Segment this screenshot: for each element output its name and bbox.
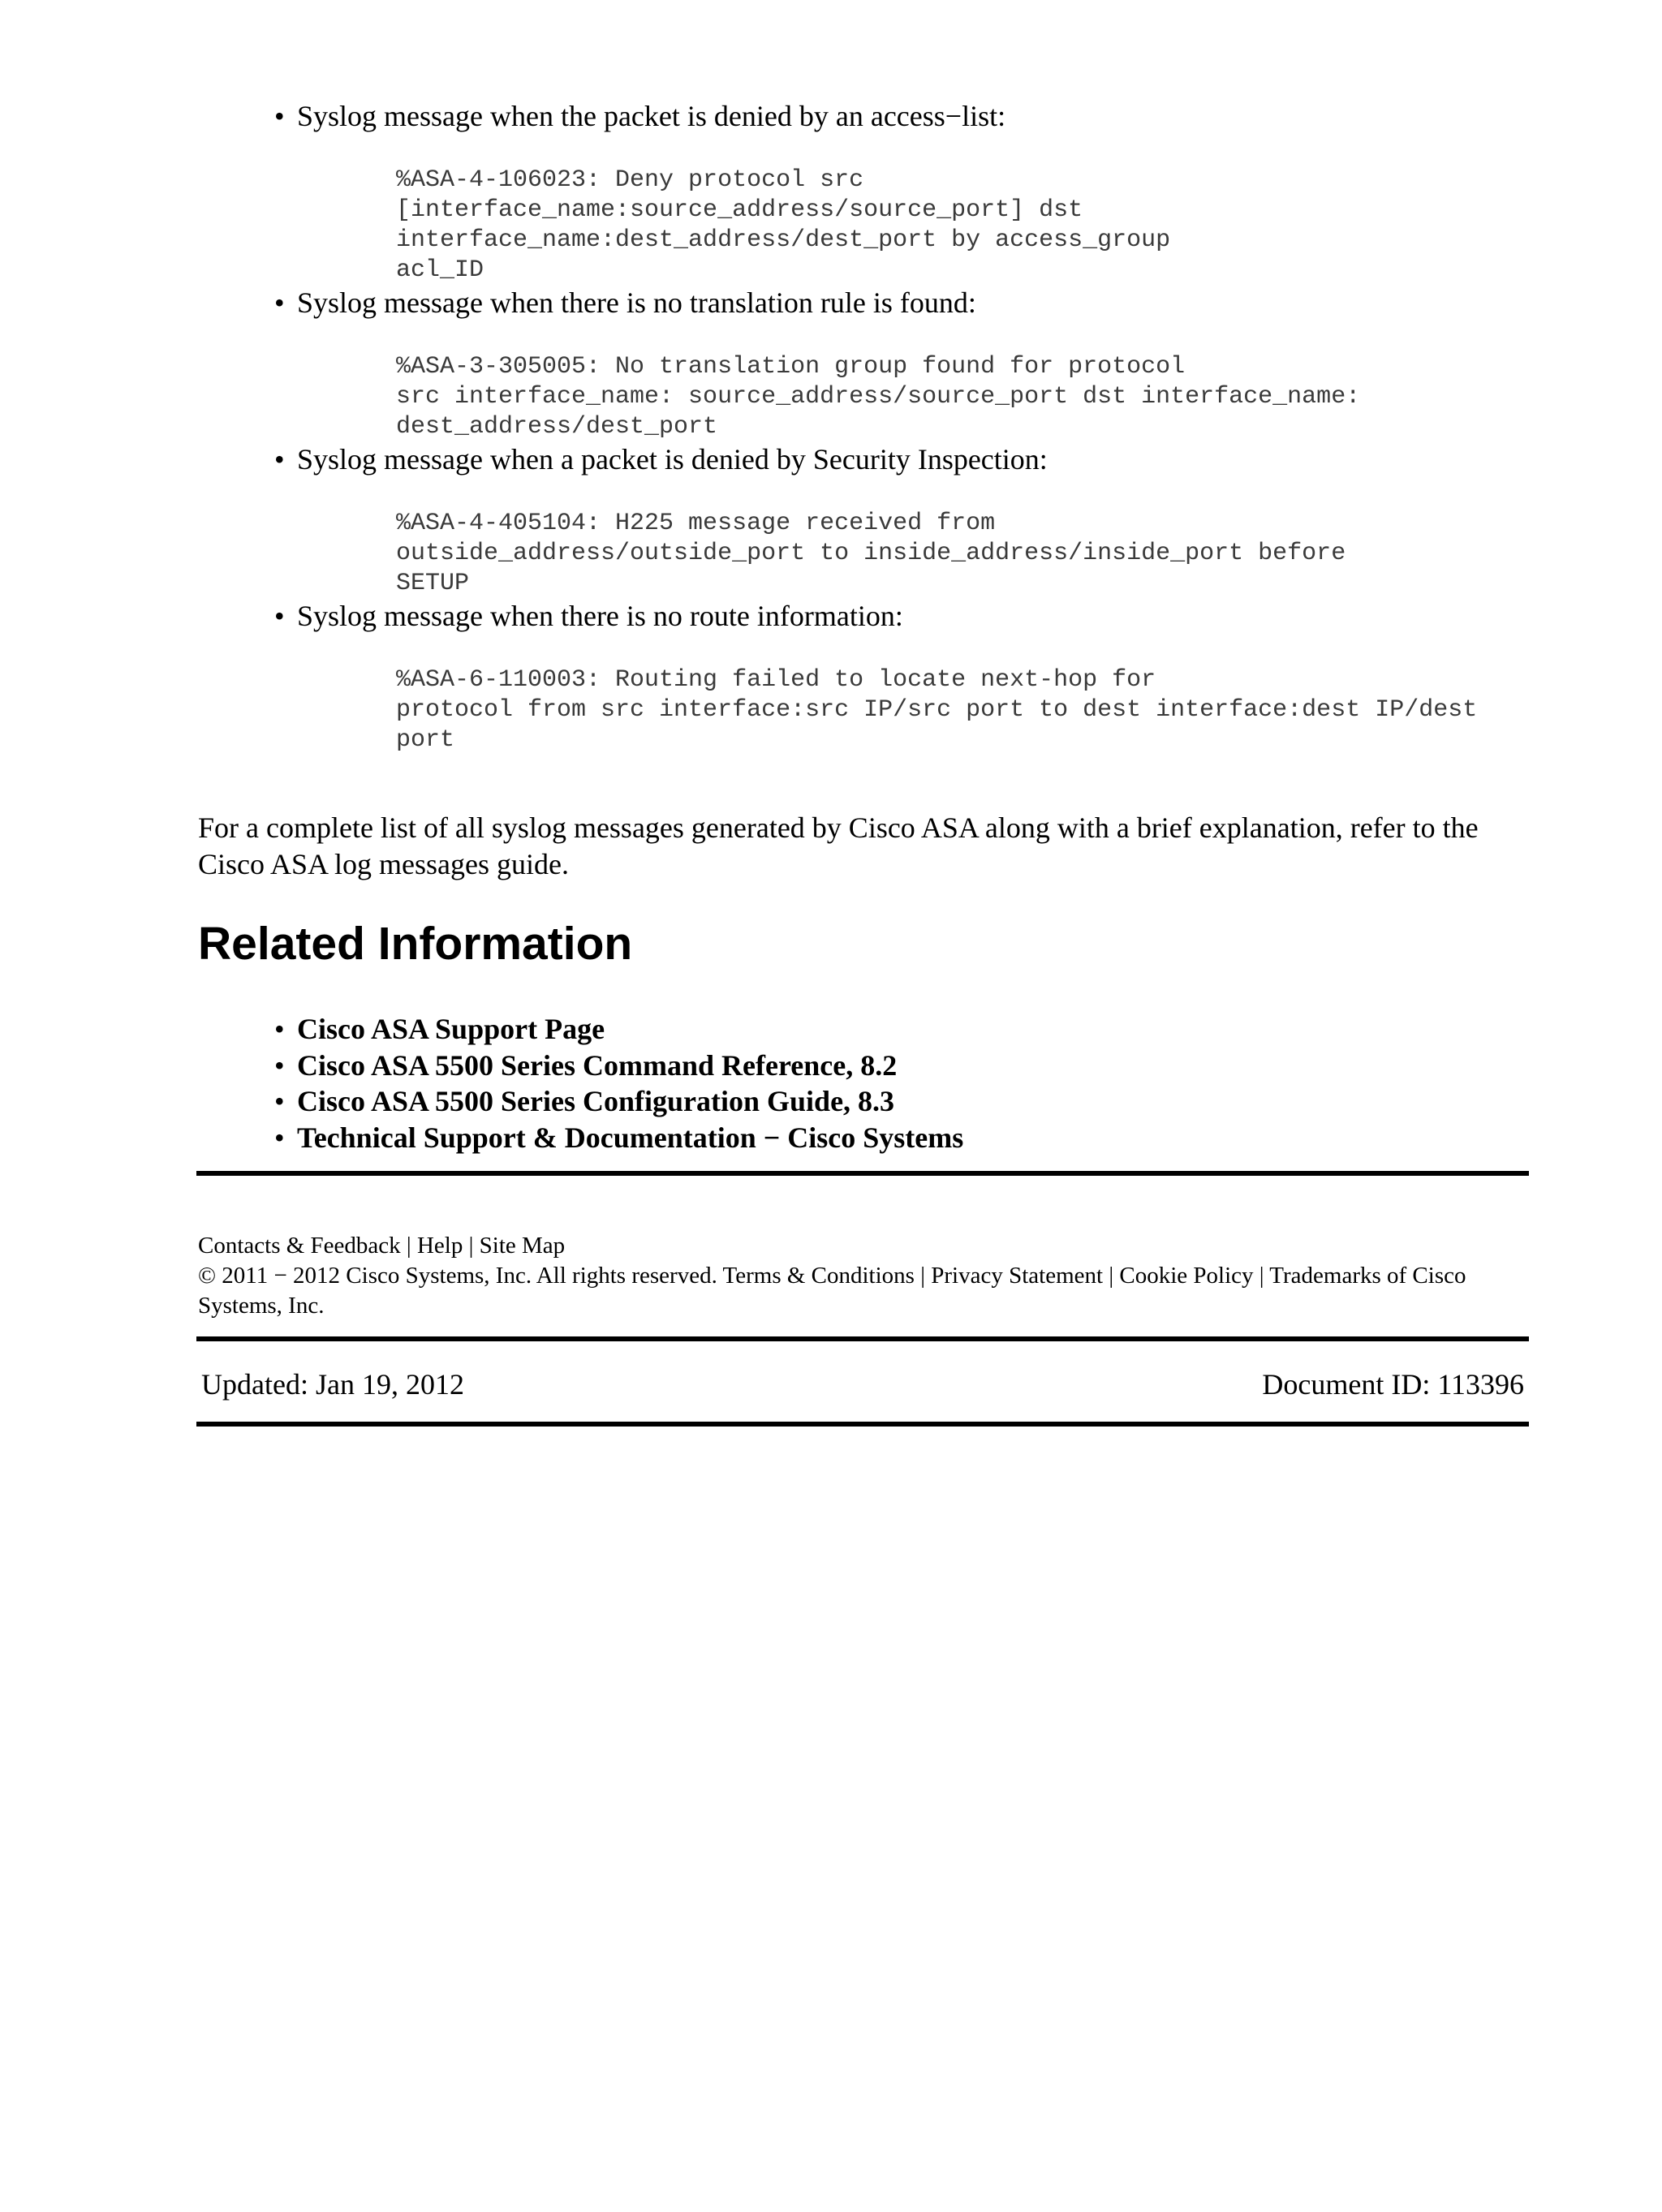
related-link-asa-support[interactable]: • Cisco ASA Support Page — [274, 1011, 963, 1048]
syslog-message-list — [274, 99, 1589, 755]
related-link-configuration-guide[interactable]: • Cisco ASA 5500 Series Configuration Guide, 8.3 — [274, 1083, 963, 1120]
syslog-item-label: • Syslog message when a packet is denied by Security Inspection: — [274, 442, 1589, 476]
related-link-command-reference[interactable]: • Cisco ASA 5500 Series Command Reference, 8.2 — [274, 1048, 963, 1084]
related-information-heading: Related Information — [198, 918, 633, 970]
syslog-item — [274, 99, 1589, 286]
syslog-item — [274, 442, 1589, 599]
syslog-code-block: %ASA-4-405104: H225 message received from outside_address/outside_port to inside_address/inside_port before SETUP — [396, 510, 1346, 597]
divider-rule — [196, 1422, 1529, 1427]
updated-date: Updated: Jan 19, 2012 — [201, 1368, 464, 1401]
related-links-list — [274, 1011, 963, 1156]
syslog-item-label: • Syslog message when there is no route information: — [274, 599, 1589, 633]
footer-nav-links[interactable]: Contacts & Feedback | Help | Site Map — [198, 1233, 566, 1259]
syslog-code-block: %ASA-3-305005: No translation group found for protocol src interface_name: source_address/source_port dst interface_name: dest_address/dest_port — [396, 353, 1361, 441]
syslog-item — [274, 599, 1589, 755]
syslog-code-block: %ASA-4-106023: Deny protocol src [interface_name:source_address/source_port] dst interface_name:dest_address/dest_port by access_group acl_ID — [396, 166, 1171, 284]
document-id: Document ID: 113396 — [1262, 1368, 1524, 1401]
syslog-code-block: %ASA-6-110003: Routing failed to locate next-hop for protocol from src interface:src IP/src port to dest interface:dest IP/dest port — [396, 666, 1478, 754]
footer-copyright: © 2011 − 2012 Cisco Systems, Inc. All rights reserved. Terms & Conditions | Privacy Statement | Cookie Policy | Trademarks of Cisco Systems, Inc. — [198, 1263, 1466, 1319]
divider-rule — [196, 1336, 1529, 1341]
related-link-technical-support[interactable]: • Technical Support & Documentation − Cisco Systems — [274, 1120, 963, 1156]
syslog-item-label: • Syslog message when the packet is denied by an access−list: — [274, 99, 1589, 133]
complete-list-paragraph: For a complete list of all syslog messages generated by Cisco ASA along with a brief explanation, refer to the Cisco ASA log messages guide. — [198, 811, 1479, 880]
footer-links — [198, 1231, 1529, 1321]
syslog-item-label: • Syslog message when there is no translation rule is found: — [274, 286, 1589, 320]
divider-rule — [196, 1171, 1529, 1176]
syslog-item — [274, 286, 1589, 442]
